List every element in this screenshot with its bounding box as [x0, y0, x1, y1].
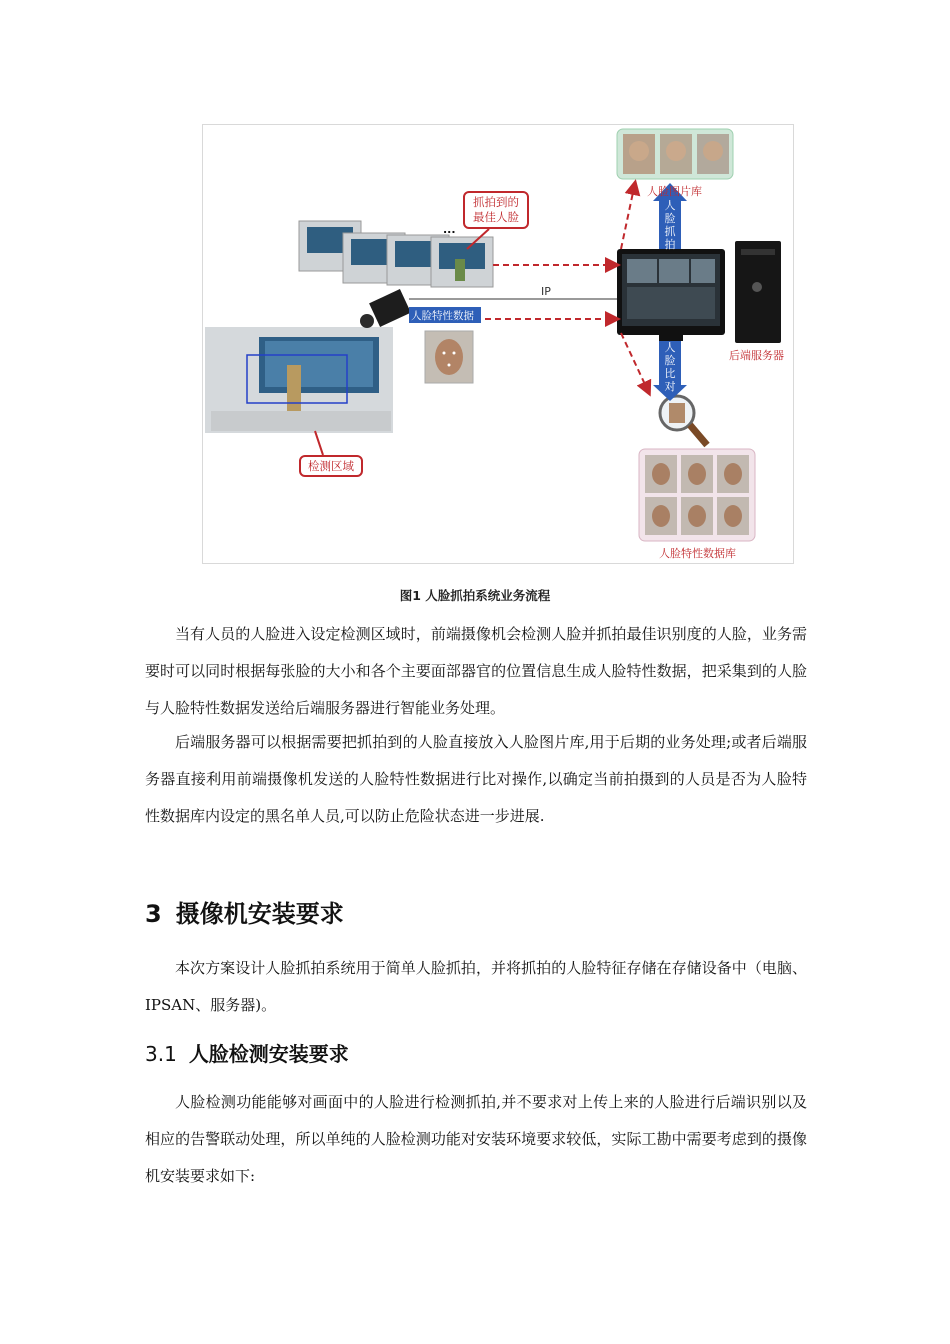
paragraph-2: 后端服务器可以根据需要把抓拍到的人脸直接放入人脸图片库,用于后期的业务处理;或者后端服务器直接利用前端摄像机发送的人脸特性数据进行比对操作,以确定当前拍摄到的人员是否为人脸特性数据库内设定的黑名单人员,可以防止危险状态进一步进展. [145, 733, 807, 825]
section-3-title: 摄像机安装要求 [175, 900, 344, 928]
face-feature-image [425, 331, 473, 383]
feature-data-label: 人脸特性数据 [411, 310, 474, 322]
feature-database-label: 人脸特性数据库 [659, 547, 736, 560]
section-3-heading [145, 894, 344, 929]
face-compare-vertical-label: 人脸比对 [664, 341, 676, 393]
server-tower-image [735, 241, 781, 343]
ellipsis-label: ... [443, 223, 456, 236]
ip-label: IP [541, 285, 551, 298]
flow-figure [202, 124, 794, 564]
paragraph-4: 人脸检测功能能够对画面中的人脸进行检测抓拍,并不要求对上传上来的人脸进行后端识别以及相应的告警联动处理，所以单纯的人脸检测功能对安装环境要求较低，实际工勘中需要考虑到的摄像机安装要求如下: [145, 1093, 807, 1185]
section-3-1-number: 3.1 [145, 1042, 177, 1066]
section-3-1-title: 人脸检测安装要求 [188, 1042, 349, 1066]
section-3-number: 3 [145, 900, 162, 928]
face-capture-vertical-label: 人脸抓拍 [664, 199, 676, 251]
ip-camera-image [360, 289, 411, 328]
detection-area-callout: 检测区域 [299, 455, 363, 477]
figure-caption: 图1 人脸抓拍系统业务流程 [399, 588, 551, 603]
feature-database-image [639, 449, 755, 541]
detection-scene-image [205, 327, 393, 433]
face-library-label: 人脸图片库 [647, 185, 702, 198]
paragraph-1: 当有人员的人脸进入设定检测区域时，前端摄像机会检测人脸并抓拍最佳识别度的人脸，业务需要时可以同时根据每张脸的大小和各个主要面部器官的位置信息生成人脸特性数据，把采集到的人脸与人脸特性数据发送给后端服务器进行智能业务处理。 [145, 625, 807, 717]
face-library-image [617, 129, 733, 179]
monitor-image [617, 249, 725, 341]
captured-frames-image [299, 221, 493, 287]
section-3-1-heading [145, 1038, 349, 1067]
best-face-callout: 抓拍到的 最佳人脸 [463, 191, 529, 229]
magnifier-image [660, 396, 707, 445]
backend-server-label: 后端服务器 [729, 349, 784, 362]
paragraph-3: 本次方案设计人脸抓拍系统用于简单人脸抓拍，并将抓拍的人脸特征存储在存储设备中（电脑、IPSAN、服务器)。 [145, 959, 807, 1014]
